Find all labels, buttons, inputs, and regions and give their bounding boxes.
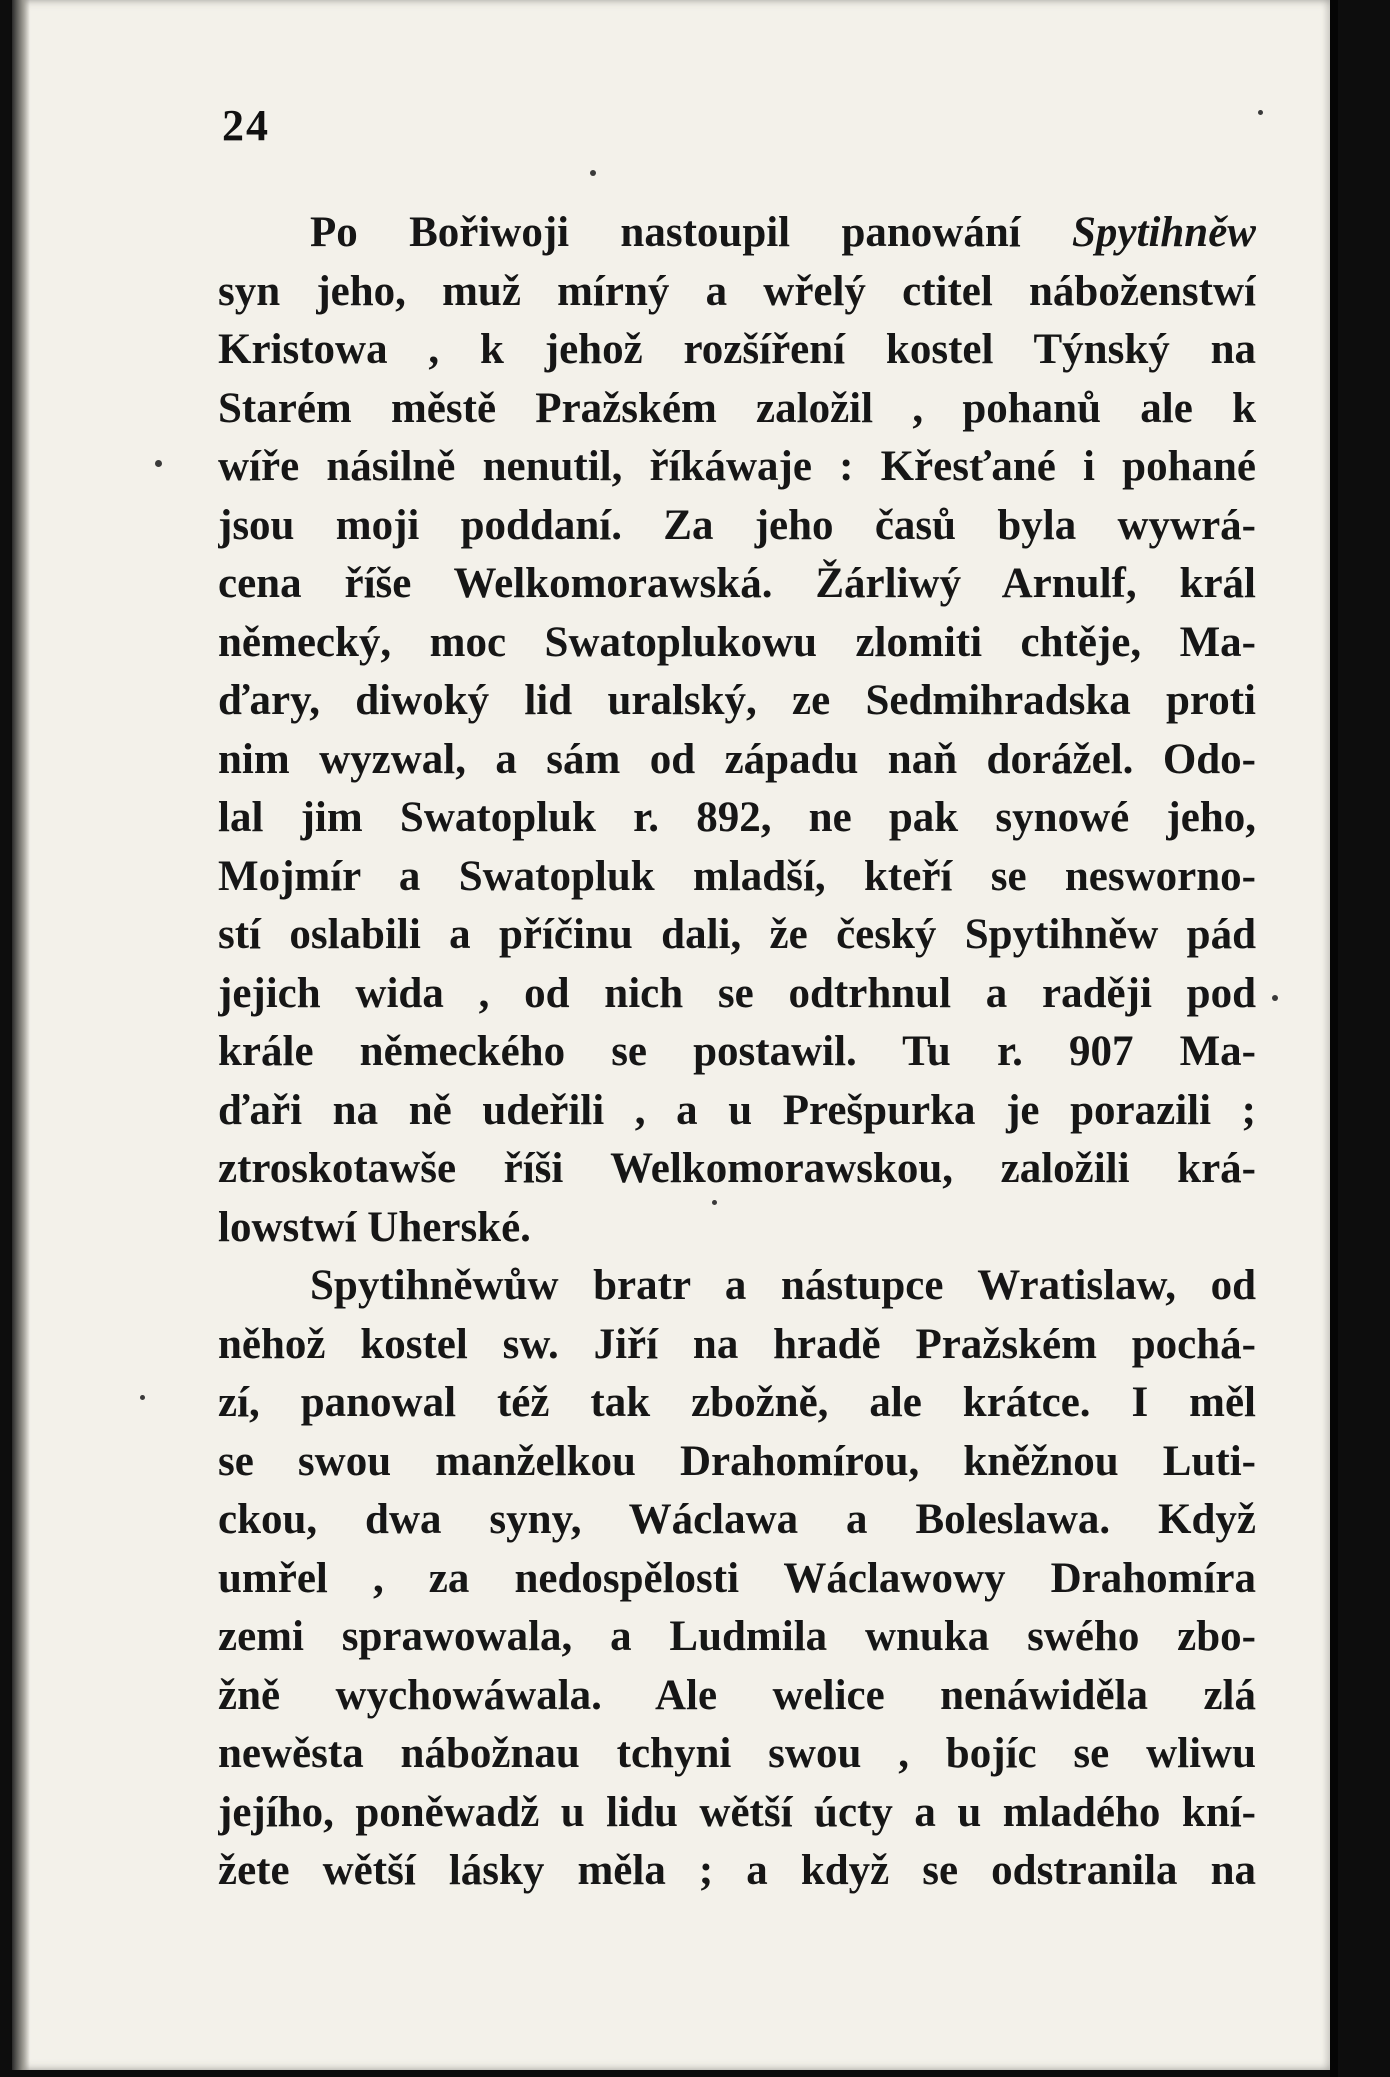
text-line — [218, 438, 1256, 497]
text-line — [218, 1023, 1256, 1082]
text-line — [218, 497, 1256, 556]
scan-speck — [590, 170, 596, 176]
text-line-content: zí, panowal též tak zbožně, ale krátce. I měl — [218, 1379, 1256, 1426]
text-line — [218, 380, 1256, 439]
text-line-content: Kristowa , k jehož rozšíření kostel Týnský na — [218, 326, 1256, 373]
text-line-content: newěsta nábožnau tchyni swou , bojíc se wliwu — [218, 1730, 1256, 1777]
text-line-content: ztroskotawše říši Welkomorawskou, založili krá- — [218, 1145, 1256, 1192]
scan-speck — [140, 1395, 145, 1400]
text-line-content: lal jim Swatopluk r. 892, ne pak synowé jeho, — [218, 794, 1256, 841]
text-line-content: jejich wida , od nich se odtrhnul a raději pod — [218, 969, 1256, 1017]
text-line — [218, 1199, 1256, 1258]
book-binding-edge — [12, 0, 30, 2070]
text-line-content: lowstwí Uherské. — [218, 1203, 531, 1251]
text-line-content: umřel , za nedospělosti Wáclawowy Drahomíra — [218, 1554, 1256, 1602]
text-line — [218, 1082, 1256, 1141]
text-line — [218, 204, 1256, 263]
text-line — [218, 614, 1256, 673]
scan-speck — [1258, 110, 1263, 115]
text-line-content: stí oslabili a příčinu dali, že český Spytihněw pád — [218, 911, 1256, 958]
text-line — [218, 1725, 1256, 1784]
text-line-content: cena říše Welkomorawská. Žárliwý Arnulf, král — [218, 560, 1256, 607]
text-line — [218, 731, 1256, 790]
text-line — [218, 906, 1256, 965]
page-right-edge — [1330, 0, 1338, 2077]
text-line-content: žete wětší lásky měla ; a když se odstranila na — [218, 1847, 1256, 1894]
text-line — [218, 1316, 1256, 1375]
text-line — [218, 789, 1256, 848]
text-line — [218, 965, 1256, 1024]
text-line — [218, 1433, 1256, 1492]
text-line-content: Po Bořiwoji nastoupil panowání — [310, 209, 1072, 256]
body-text — [218, 204, 1256, 1901]
text-line — [218, 1257, 1256, 1316]
text-line — [218, 1608, 1256, 1667]
text-line — [218, 1374, 1256, 1433]
text-line-content: jejího, poněwadž u lidu wětší úcty a u mladého kní- — [218, 1788, 1256, 1836]
scan-speck — [1272, 995, 1278, 1001]
text-line-content: Spytihněwůw bratr a nástupce Wratislaw, od — [310, 1262, 1256, 1309]
text-line-content: syn jeho, muž mírný a wřelý ctitel náboženstwí — [218, 267, 1256, 315]
text-line-content: ckou, dwa syny, Wáclawa a Boleslawa. Když — [218, 1496, 1256, 1543]
text-line-italic-name: Spytihněw — [1072, 209, 1256, 256]
text-line-content: zemi sprawowala, a Ludmila wnuka swého zbo- — [218, 1613, 1256, 1660]
text-line — [218, 848, 1256, 907]
text-line-content: jsou moji poddaní. Za jeho časů byla wywrá- — [218, 501, 1256, 549]
text-line-content: krále německého se postawil. Tu r. 907 Ma- — [218, 1028, 1256, 1075]
text-line-content: německý, moc Swatoplukowu zlomiti chtěje, Ma- — [218, 618, 1256, 666]
scan-speck — [155, 460, 162, 467]
text-line-content: nim wyzwal, a sám od západu naň dorážel. Odo- — [218, 735, 1256, 783]
text-line — [218, 321, 1256, 380]
text-line-content: se swou manželkou Drahomírou, kněžnou Luti- — [218, 1437, 1256, 1485]
text-line-content: ďary, diwoký lid uralský, ze Sedmihradska proti — [218, 677, 1256, 724]
text-line-content: wíře násilně nenutil, říkáwaje : Křesťané i pohané — [218, 443, 1256, 490]
text-line — [218, 672, 1256, 731]
text-line-content: něhož kostel sw. Jiří na hradě Pražském pochá- — [218, 1320, 1256, 1368]
text-line-content: Starém městě Pražském založil , pohanů ale k — [218, 384, 1256, 432]
text-line — [218, 1784, 1256, 1843]
text-line — [218, 1491, 1256, 1550]
text-line-content: žně wychowáwala. Ale welice nenáwiděla zlá — [218, 1671, 1256, 1719]
text-line — [218, 263, 1256, 322]
text-line-content: Mojmír a Swatopluk mladší, kteří se nesworno- — [218, 852, 1256, 900]
text-line — [218, 1667, 1256, 1726]
text-line — [218, 1140, 1256, 1199]
text-line — [218, 1842, 1256, 1901]
text-line — [218, 555, 1256, 614]
text-line-content: ďaři na ně udeřili , a u Prešpurka je porazili ; — [218, 1086, 1256, 1134]
text-line — [218, 1550, 1256, 1609]
page-number: 24 — [222, 101, 270, 150]
